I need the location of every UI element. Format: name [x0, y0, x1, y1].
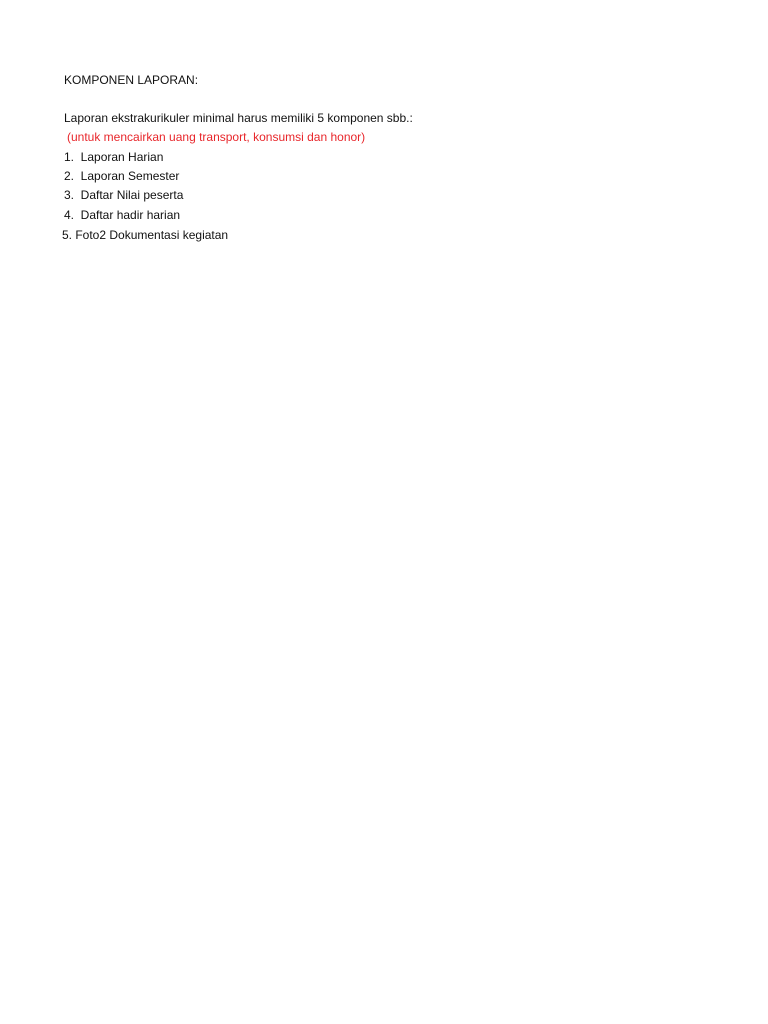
list-item: 2. Laporan Semester	[64, 169, 180, 183]
list-item: 1. Laporan Harian	[64, 150, 164, 164]
page-heading: KOMPONEN LAPORAN:	[64, 73, 199, 87]
list-item: 5. Foto2 Dokumentasi kegiatan	[62, 228, 229, 242]
red-note-text: (untuk mencairkan uang transport, konsumsi dan honor)	[67, 130, 366, 144]
list-item: 4. Daftar hadir harian	[64, 208, 181, 222]
intro-text: Laporan ekstrakurikuler minimal harus memiliki 5 komponen sbb.:	[64, 111, 413, 125]
list-item: 3. Daftar Nilai peserta	[64, 188, 184, 202]
